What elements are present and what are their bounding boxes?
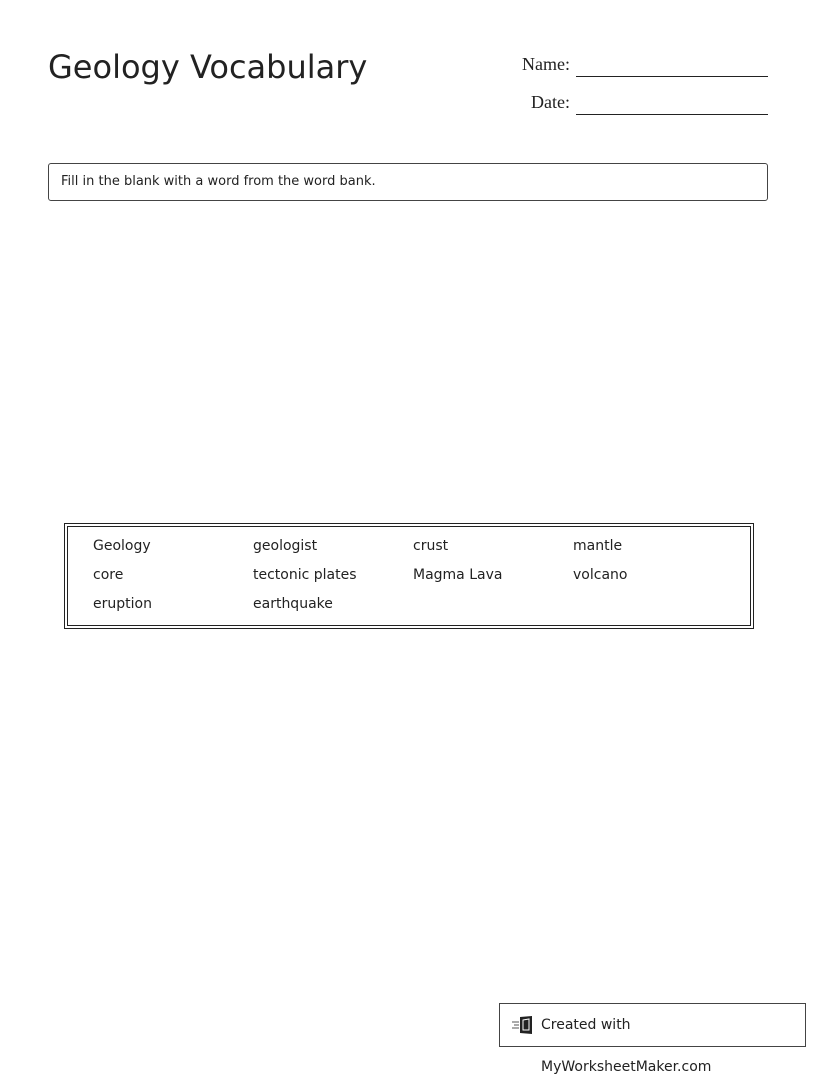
worksheet-logo-icon	[512, 1015, 534, 1035]
word-bank-item: tectonic plates	[253, 567, 357, 583]
name-line[interactable]	[576, 76, 768, 77]
word-bank-item: geologist	[253, 538, 318, 554]
footer-text: Created with MyWorksheetMaker.com	[541, 1017, 712, 1075]
word-bank-item: core	[93, 567, 124, 583]
word-bank-item: volcano	[573, 567, 628, 583]
page-title: Geology Vocabulary	[48, 48, 368, 86]
word-bank-item: eruption	[93, 596, 152, 612]
date-line[interactable]	[576, 114, 768, 115]
date-label: Date:	[531, 92, 570, 112]
footer-credit	[499, 1003, 806, 1075]
word-bank-item: Magma Lava	[413, 567, 503, 583]
word-bank-item: mantle	[573, 538, 623, 554]
name-label: Name:	[522, 54, 570, 74]
instructions-box: Fill in the blank with a word from the word bank.	[48, 163, 768, 201]
word-bank-item: earthquake	[253, 596, 333, 612]
word-bank-item: crust	[413, 538, 449, 554]
word-bank-item: Geology	[93, 538, 151, 554]
word-bank	[64, 523, 754, 629]
